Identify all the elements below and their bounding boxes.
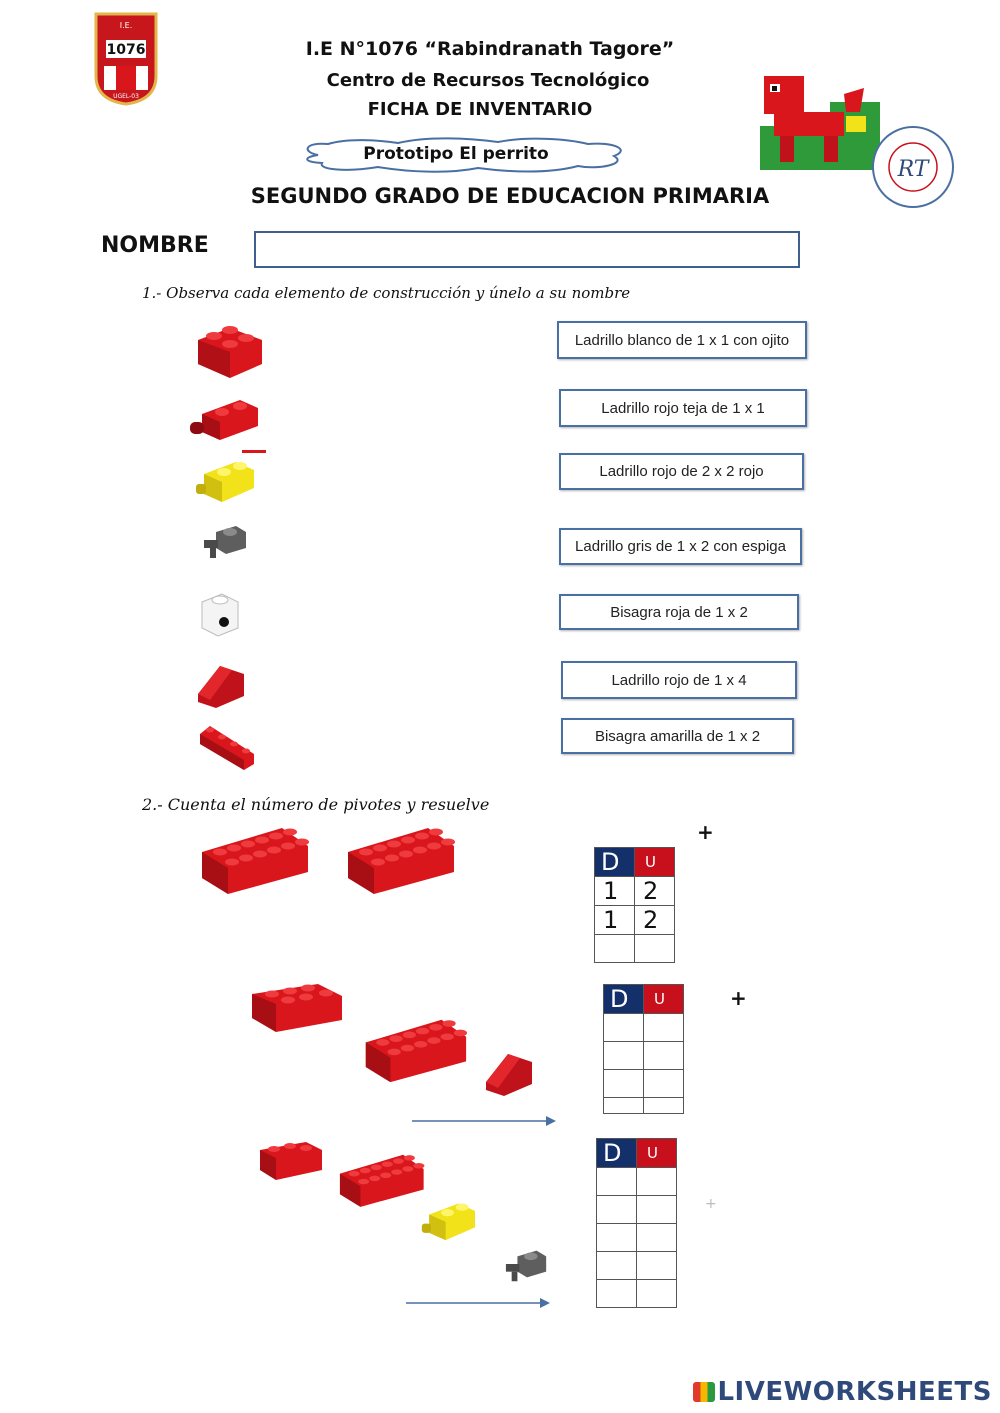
- col-d-header: D: [597, 1139, 637, 1168]
- input-cell[interactable]: [604, 1070, 644, 1098]
- col-u-header: U: [637, 1139, 677, 1168]
- prototype-label: Prototipo El perrito: [363, 144, 549, 164]
- exercise2-instruction: 2.- Cuenta el número de pivotes y resuelve: [142, 795, 490, 814]
- input-cell[interactable]: [597, 1196, 637, 1224]
- watermark-text: LIVEWORKSHEETS: [717, 1377, 992, 1407]
- col-u-header: U: [635, 848, 675, 877]
- yellow-hinge-brick-image: [194, 450, 266, 510]
- input-cell[interactable]: [597, 1168, 637, 1196]
- arrow-icon-2: [404, 1296, 552, 1310]
- rt-seal-logo: [870, 124, 956, 210]
- col-d-header: D: [604, 985, 644, 1014]
- arrow-icon-1: [410, 1114, 558, 1128]
- input-cell[interactable]: [637, 1252, 677, 1280]
- rt-initials: RT: [897, 157, 929, 182]
- red-hinge-brick-image: [188, 392, 264, 444]
- red-2x6-brick-image-a: [198, 822, 310, 898]
- option-red-hinge-1x2[interactable]: Bisagra roja de 1 x 2: [559, 594, 799, 630]
- col-d-header: D: [595, 848, 635, 877]
- red-2x6-brick-image-b: [344, 822, 456, 898]
- input-cell[interactable]: [644, 1042, 684, 1070]
- input-cell[interactable]: [604, 1014, 644, 1042]
- red-slope-brick-image: [194, 660, 250, 710]
- plus-sign-1: +: [697, 820, 714, 844]
- school-crest-logo: [94, 12, 158, 106]
- answer-cell[interactable]: [597, 1280, 637, 1308]
- name-label: NOMBRE: [101, 233, 209, 258]
- input-cell[interactable]: [637, 1196, 677, 1224]
- input-cell[interactable]: [604, 1042, 644, 1070]
- grade-title: SEGUNDO GRADO DE EDUCACION PRIMARIA: [250, 184, 770, 208]
- cell-u1: 2: [635, 877, 675, 906]
- gray-pin-brick-image-2: [504, 1244, 550, 1284]
- input-cell[interactable]: [637, 1168, 677, 1196]
- plus-sign-2: +: [730, 986, 747, 1010]
- answer-cell[interactable]: [644, 1098, 684, 1114]
- red-2x2-brick-image: [192, 316, 266, 380]
- cell-d2: 1: [595, 906, 635, 935]
- name-input[interactable]: [254, 231, 800, 268]
- option-gray-1x2-pin[interactable]: Ladrillo gris de 1 x 2 con espiga: [559, 528, 802, 565]
- option-red-2x2[interactable]: Ladrillo rojo de 2 x 2 rojo: [559, 453, 804, 490]
- red-2x6-brick-image-d: [336, 1150, 426, 1210]
- input-cell[interactable]: [597, 1224, 637, 1252]
- option-white-1x1-eye[interactable]: Ladrillo blanco de 1 x 1 con ojito: [557, 321, 807, 359]
- gray-pin-brick-image: [202, 520, 250, 560]
- answer-cell-u[interactable]: [635, 935, 675, 963]
- red-1x4-brick-image: [196, 718, 258, 774]
- answer-cell-d[interactable]: [595, 935, 635, 963]
- input-cell[interactable]: [637, 1224, 677, 1252]
- red-2x3-brick-image: [256, 1138, 324, 1182]
- du-table-2: [603, 984, 684, 1114]
- input-cell[interactable]: [597, 1252, 637, 1280]
- crest-number: 1076: [106, 42, 146, 58]
- input-cell[interactable]: [644, 1070, 684, 1098]
- option-red-1x4[interactable]: Ladrillo rojo de 1 x 4: [561, 661, 797, 699]
- plus-sign-3: +: [705, 1196, 717, 1212]
- option-red-tile-1x1[interactable]: Ladrillo rojo teja de 1 x 1: [559, 389, 807, 427]
- yellow-hinge-brick-image-2: [420, 1192, 486, 1248]
- cell-d1: 1: [595, 877, 635, 906]
- col-u-header: U: [644, 985, 684, 1014]
- crest-top-text: I.E.: [119, 21, 133, 30]
- lego-dog-logo: [760, 72, 880, 170]
- du-table-3: [596, 1138, 677, 1308]
- liveworksheets-icon: [693, 1382, 715, 1402]
- liveworksheets-watermark: [693, 1377, 992, 1407]
- crest-bottom-text: UGEL-03: [113, 93, 139, 100]
- option-yellow-hinge-1x2[interactable]: Bisagra amarilla de 1 x 2: [561, 718, 794, 754]
- red-2x6-brick-image-c: [362, 1014, 468, 1086]
- school-title: I.E N°1076 “Rabindranath Tagore”: [305, 38, 675, 60]
- red-2x4-brick-image: [248, 980, 344, 1036]
- center-title: Centro de Recursos Tecnológico: [326, 70, 650, 91]
- white-eye-brick-image: [196, 588, 244, 640]
- cell-u2: 2: [635, 906, 675, 935]
- sheet-title: FICHA DE INVENTARIO: [367, 99, 593, 120]
- answer-cell[interactable]: [637, 1280, 677, 1308]
- red-slope-brick-image-2: [482, 1048, 538, 1098]
- input-cell[interactable]: [644, 1014, 684, 1042]
- du-table-1: [594, 847, 675, 963]
- exercise1-instruction: 1.- Observa cada elemento de construcción y únelo a su nombre: [142, 284, 631, 302]
- answer-cell[interactable]: [604, 1098, 644, 1114]
